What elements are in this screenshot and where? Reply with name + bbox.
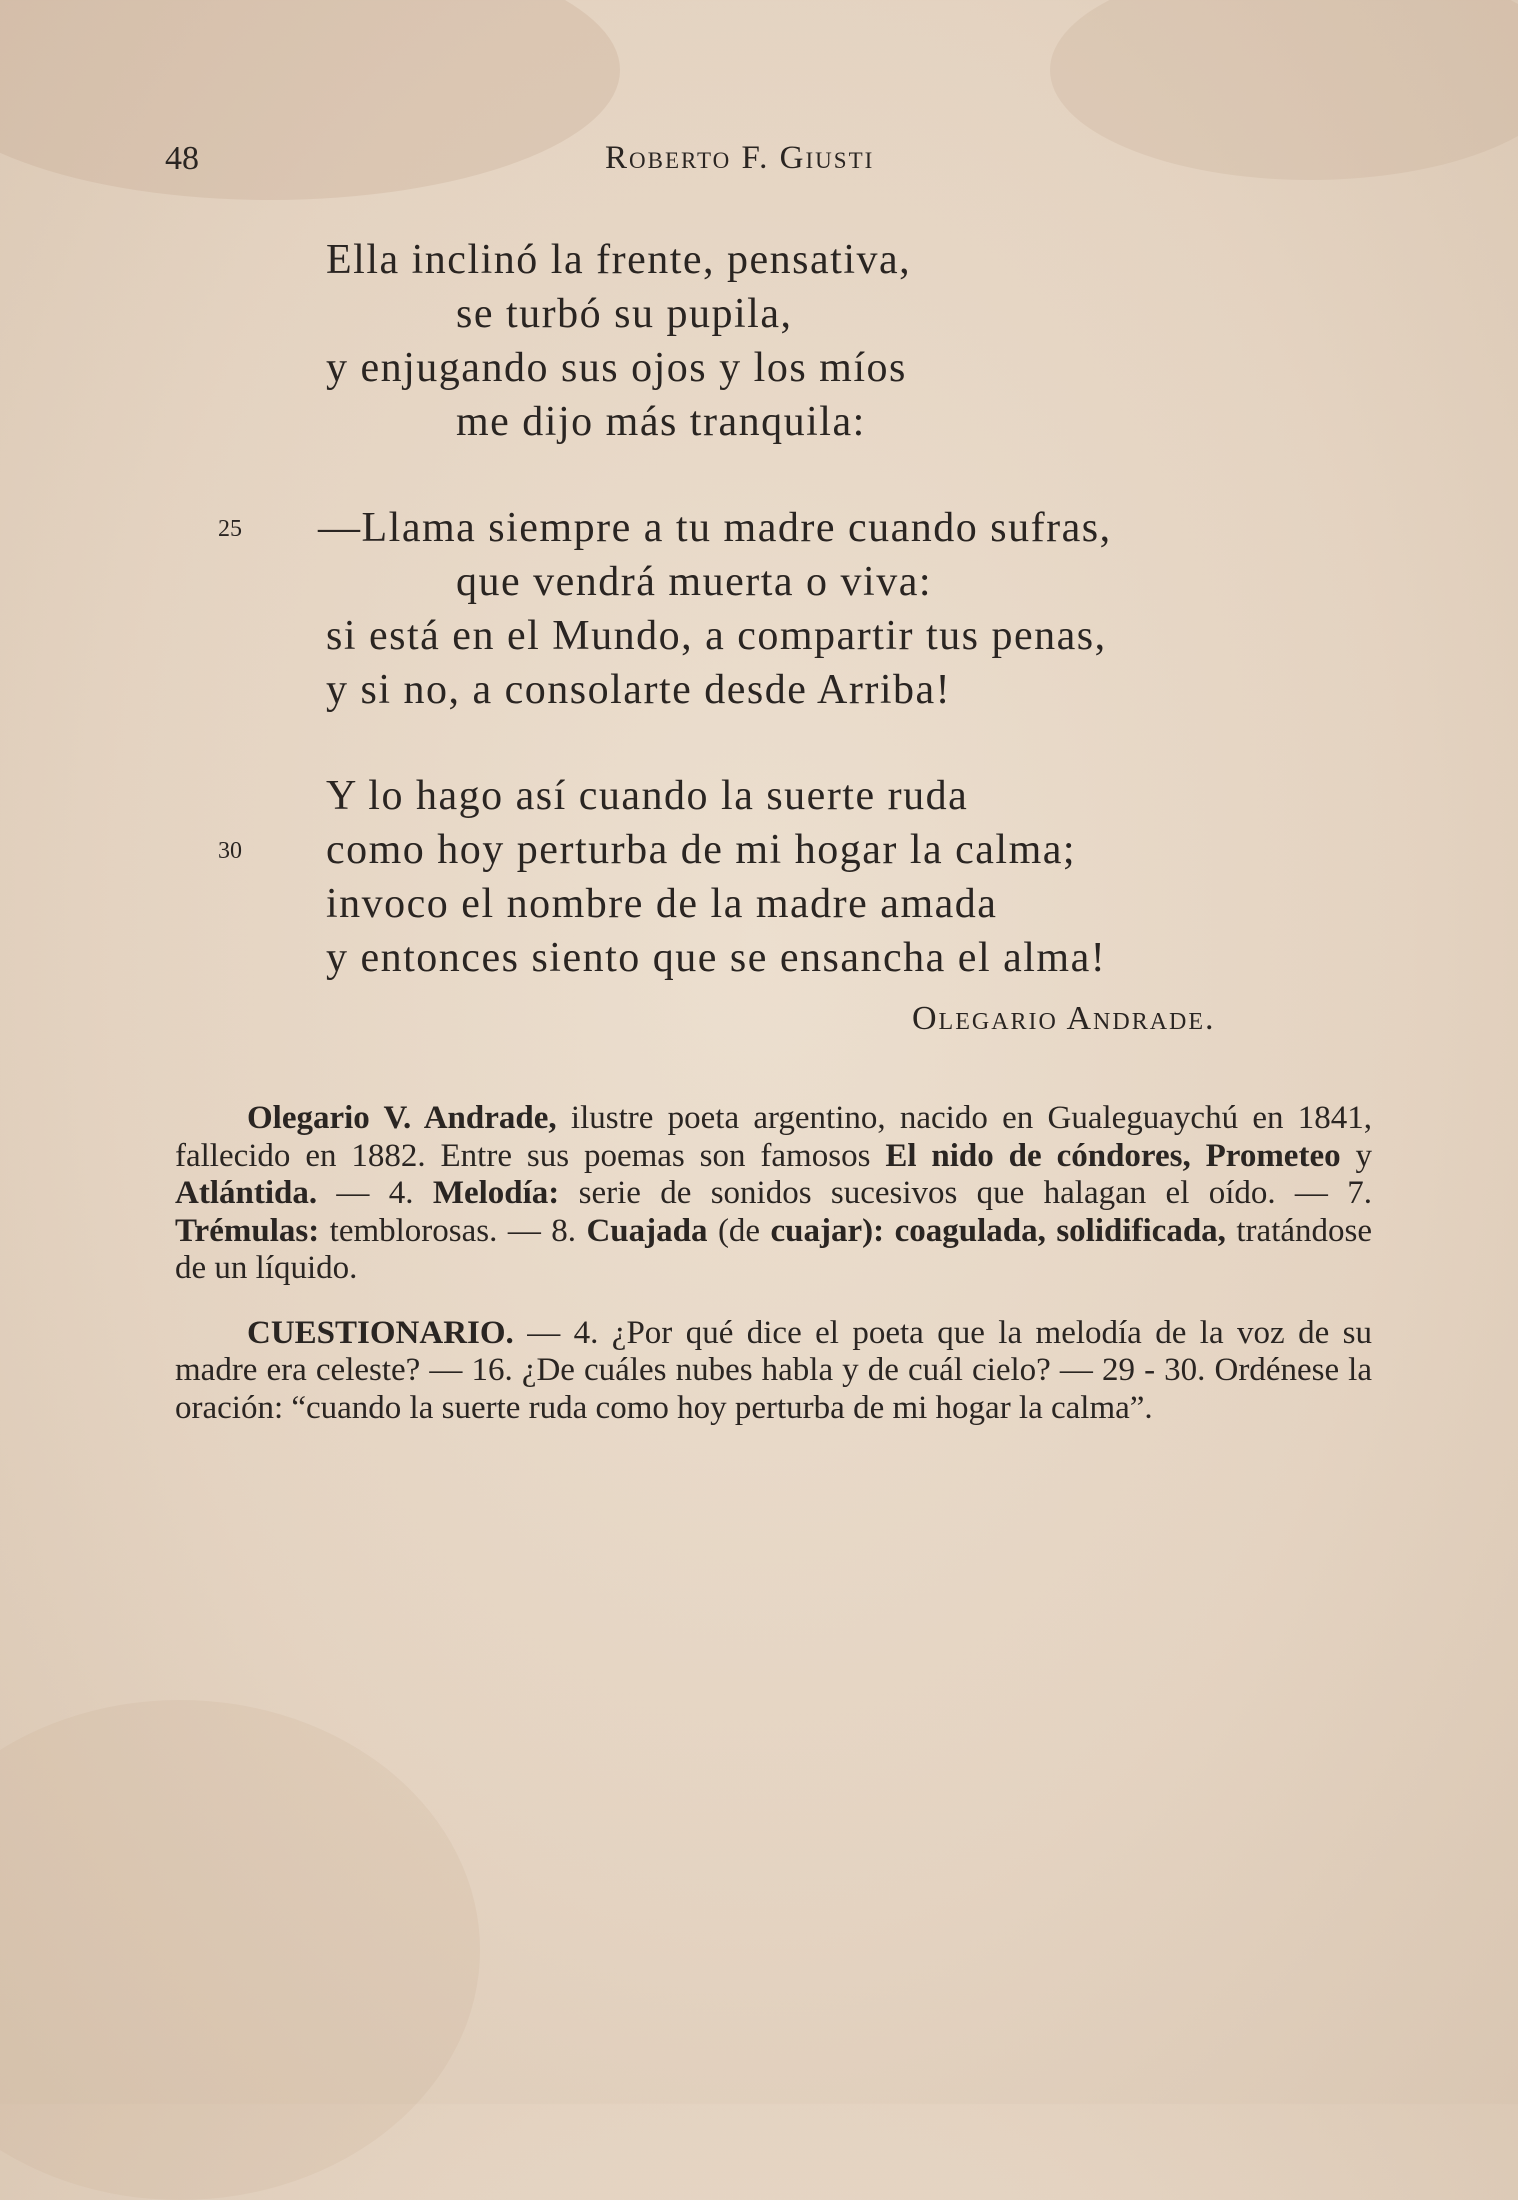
note-term: El nido de cóndores, Prometeo bbox=[885, 1137, 1341, 1174]
notes-section bbox=[175, 1100, 1372, 1427]
note-term: Olegario V. Andrade, bbox=[247, 1100, 557, 1136]
poem-line: y enjugando sus ojos y los míos bbox=[326, 345, 907, 391]
note-term: Trémulas: bbox=[175, 1212, 320, 1249]
note-text: — 4. bbox=[317, 1175, 433, 1211]
note-text: (de bbox=[707, 1212, 771, 1249]
questionnaire-text: — 4. ¿Por qué dice el poeta que la melodía de la voz de su madre era celeste? — 16. ¿De cuáles nubes habla y de cuál cielo? — 29 - 30. Ordénese la oración: “cuando la suerte ruda como hoy perturba de mi hogar la calma”. bbox=[175, 1314, 1372, 1426]
poem-line: se turbó su pupila, bbox=[456, 291, 793, 337]
poem-line: y entonces siento que se ensancha el alma! bbox=[326, 935, 1107, 981]
note-text: serie de sonidos sucesivos que halagan el oído. — 7. bbox=[559, 1175, 1372, 1211]
poem-line: si está en el Mundo, a compartir tus penas, bbox=[326, 613, 1107, 659]
note-term: Atlántida. bbox=[175, 1175, 318, 1211]
page-number: 48 bbox=[165, 140, 199, 177]
poem-line: como hoy perturba de mi hogar la calma; bbox=[326, 827, 1077, 873]
poem-line: Ella inclinó la frente, pensativa, bbox=[326, 237, 912, 283]
questionnaire bbox=[175, 1315, 1372, 1428]
poem-line: invoco el nombre de la madre amada bbox=[326, 881, 998, 927]
poem-author: Olegario Andrade. bbox=[912, 1000, 1216, 1037]
note-text: ilustre poeta argentino, nacido en Gualeguaychú en 1841, fallecido en 1882. Entre sus poemas son famosos bbox=[175, 1100, 1372, 1174]
poem-line: me dijo más tranquila: bbox=[456, 399, 866, 445]
running-head: Roberto F. Giusti bbox=[605, 140, 875, 176]
poem-line: —Llama siempre a tu madre cuando sufras, bbox=[318, 505, 1112, 551]
glossary-note bbox=[175, 1100, 1372, 1288]
line-number: 30 bbox=[218, 838, 242, 864]
note-term: Melodía: bbox=[432, 1175, 560, 1211]
note-term: Cuajada bbox=[586, 1212, 708, 1249]
note-term: coagulada, solidificada, bbox=[894, 1212, 1226, 1249]
poem-line: y si no, a consolarte desde Arriba! bbox=[326, 667, 952, 713]
line-number: 25 bbox=[218, 516, 242, 542]
note-text bbox=[884, 1213, 894, 1249]
page-header bbox=[0, 140, 1518, 190]
poem-line: que vendrá muerta o viva: bbox=[456, 559, 932, 605]
poem-line: Y lo hago así cuando la suerte ruda bbox=[326, 773, 969, 819]
questionnaire-label: CUESTIONARIO. bbox=[247, 1314, 514, 1351]
note-text: tratándose de un líquido. bbox=[175, 1212, 1372, 1286]
note-text: y bbox=[1340, 1137, 1372, 1174]
note-text: temblorosas. — 8. bbox=[319, 1212, 587, 1249]
note-term: cuajar): bbox=[770, 1212, 885, 1249]
